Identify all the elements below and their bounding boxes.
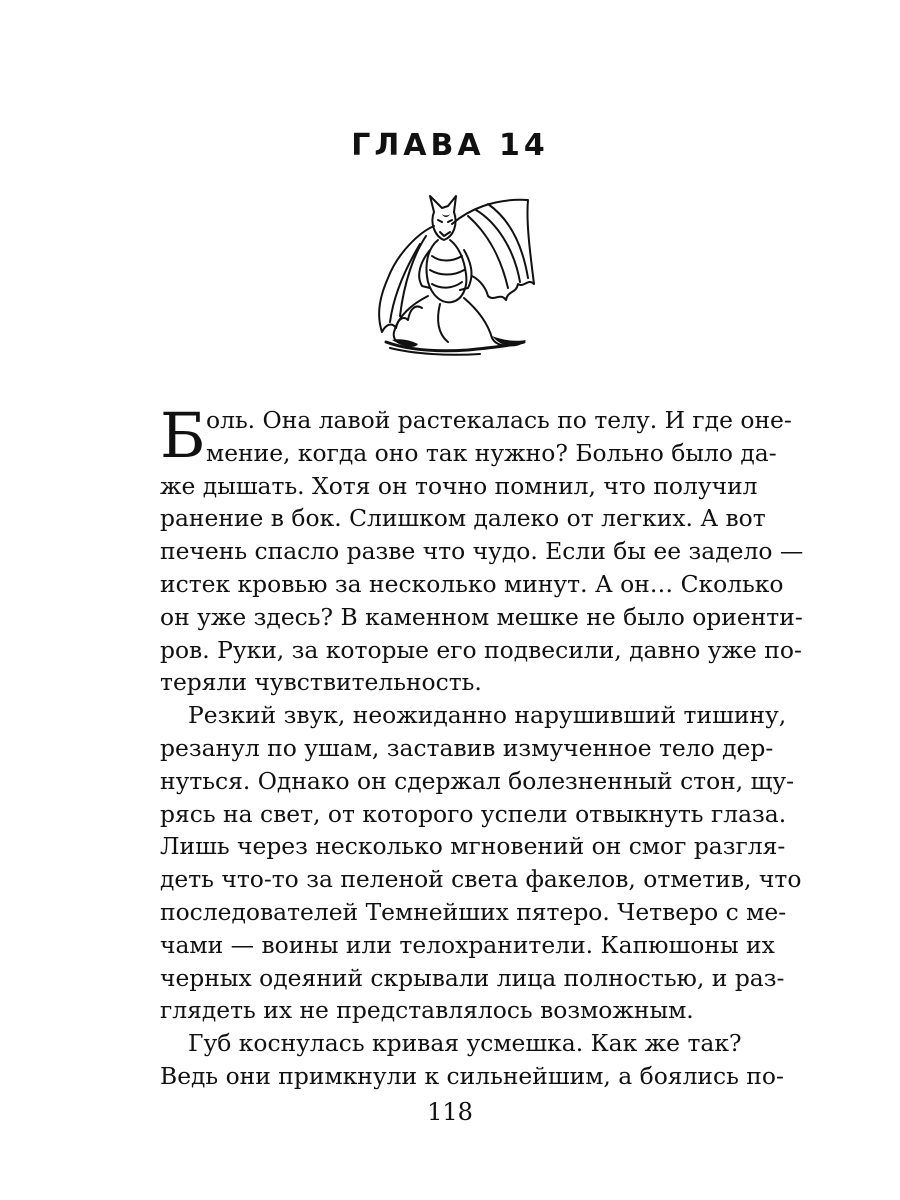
text-line: чами — воины или телохранители. Капюшоны их: [160, 930, 775, 959]
text-line: глядеть их не представлялось возможным.: [160, 996, 694, 1025]
gargoyle-icon: [368, 192, 536, 358]
text-line: Лишь через несколько мгновений он смог разгля-: [160, 832, 786, 861]
chapter-body: [160, 399, 804, 1093]
text-line: черных одеяний скрывали лица полностью, и раз-: [160, 963, 785, 992]
text-line: рясь на свет, от которого успели отвыкнуть глаза.: [160, 799, 787, 828]
text-line: он уже здесь? В каменном мешке не было ориенти-: [160, 602, 803, 631]
paragraph: [160, 1027, 784, 1093]
text-line: деть что-то за пеленой света факелов, отметив, что: [160, 865, 802, 894]
chapter-title: ГЛАВА 14: [351, 128, 549, 163]
text-line: нуться. Однако он сдержал болезненный стон, щу-: [160, 766, 795, 795]
text-line: ранение в бок. Слишком далеко от легких. А вот: [160, 504, 766, 533]
text-line: резанул по ушам, заставив измученное тело дер-: [160, 733, 774, 762]
page-number: 118: [427, 1098, 473, 1126]
text-line: печень спасло разве что чудо. Если бы ее задело —: [160, 537, 804, 566]
text-line: Резкий звук, неожиданно нарушивший тишину,: [188, 701, 787, 730]
text-line: оль. Она лавой растекалась по телу. И где оне-: [206, 406, 792, 434]
text-line: последователей Темнейших пятеро. Четверо с ме-: [160, 897, 787, 926]
text-line: Ведь они примкнули к сильнейшим, а боялись по-: [160, 1061, 784, 1090]
drop-cap: Б: [160, 399, 206, 472]
text-line: Губ коснулась кривая усмешка. Как же так?: [188, 1029, 742, 1058]
paragraph: [160, 399, 804, 699]
text-line: ров. Руки, за которые его подвесили, давно уже по-: [160, 635, 802, 664]
text-line: же дышать. Хотя он точно помнил, что получил: [160, 471, 758, 500]
paragraph: [160, 699, 802, 1027]
text-line: теряли чувствительность.: [160, 668, 482, 697]
text-line: истек кровью за несколько минут. А он… Сколько: [160, 569, 784, 598]
text-line: мение, когда оно так нужно? Больно было да-: [206, 438, 777, 467]
